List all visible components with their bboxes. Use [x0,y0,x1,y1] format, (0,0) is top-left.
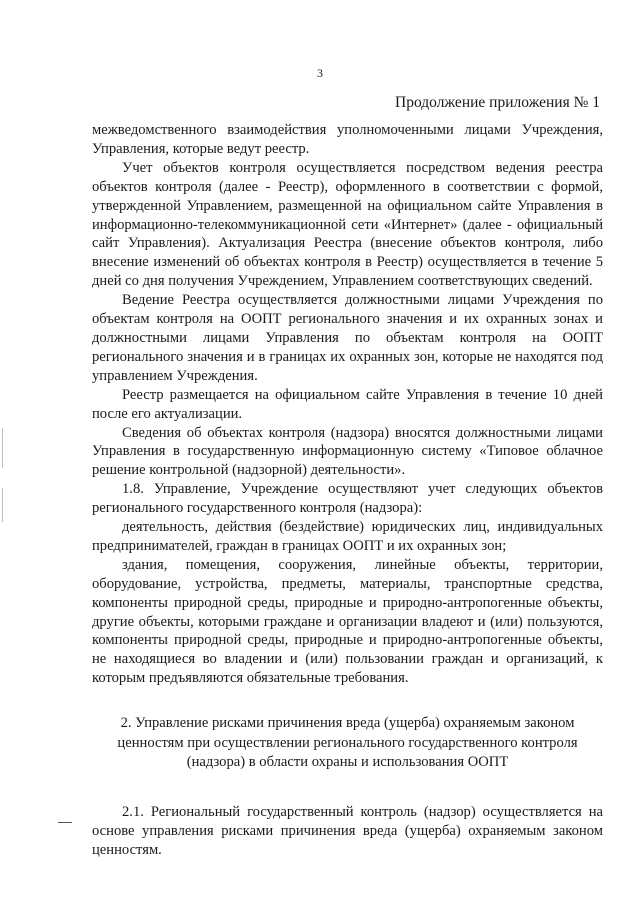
paragraph-8: здания, помещения, сооружения, линейные объекты, территории, оборудование, устройства, предметы, материалы, транспортные средства, компоненты природной среды, природные и природно-антропогенные объекты, другие объекты, которыми граждане и организации владеют и (или) пользуются, компоненты природной среды, природные и природно-антропогенные объекты, не находящиеся во владении и (или) пользовании граждан и организаций, к которым предъявляются обязательные требования. [92,556,603,687]
page-number: 3 [317,66,323,80]
paragraph-7: деятельность, действия (бездействие) юридических лиц, индивидуальных предпринимателей, граждан в границах ООПТ и их охранных зон; [92,519,603,554]
scan-margin-mark [2,488,3,522]
paragraph-5: Сведения об объектах контроля (надзора) вносятся должностными лицами Управления в государственную информационную систему «Типовое облачное решение контрольной (надзорной) деятельности». [92,424,603,479]
paragraph-4: Реестр размещается на официальном сайте Управления в течение 10 дней после его актуализации. [92,386,603,422]
paragraph-6: 1.8. Управление, Учреждение осуществляют учет следующих объектов регионального государственного контроля (надзора): [92,481,603,517]
section-title: 2. Управление рисками причинения вреда (ущерба) охраняемым законом ценностям при осуществлении регионального государственного контроля (надзора) в области охраны и использования ООПТ [117,715,578,771]
document-body [92,121,603,859]
margin-dash [58,822,72,823]
scan-margin-mark [2,428,3,468]
section-paragraph: 2.1. Региональный государственный контроль (надзор) осуществляется на основе управления рисками причинения вреда (ущерба) охраняемым законом ценностям. [92,803,603,858]
paragraph-1: межведомственного взаимодействия уполномоченными лицами Учреждения, Управления, которые ведут реестр. [92,122,603,157]
continuation-heading: Продолжение приложения № 1 [395,94,600,111]
paragraph-3: Ведение Реестра осуществляется должностными лицами Учреждения по объектам контроля на ООПТ регионального значения и их охранных зонах и должностными лицами Управления по объектам контроля на ООПТ регионального значения и в границах их охранных зон, которые не находятся под управлением Учреждения. [92,292,603,384]
paragraph-2: Учет объектов контроля осуществляется посредством ведения реестра объектов контроля (далее - Реестр), оформленного в соответствии с формой, утвержденной Управлением, размещенной на официальном сайте Управления в информационно-телекоммуникационной сети «Интернет» (далее - официальный сайт Управления). Актуализация Реестра (внесение объектов контроля, либо внесение изменений об объектах контроля в Реестр) осуществляется в течение 5 дней со дня получения Учреждением, Управлением соответствующих сведений. [92,159,603,290]
